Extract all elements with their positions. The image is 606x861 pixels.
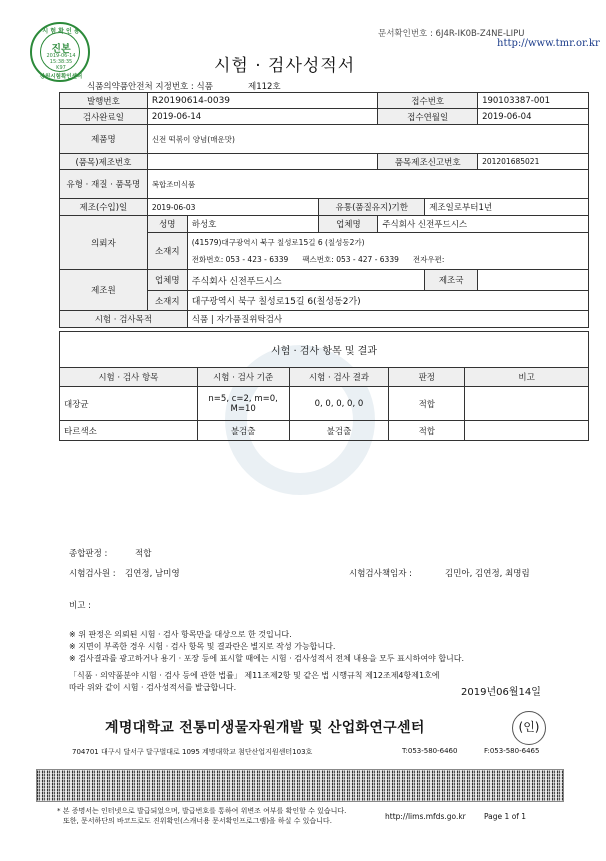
result-item: 대장균 xyxy=(60,387,198,421)
official-seal: (인) xyxy=(512,711,546,745)
mfg-date: 2019-06-03 xyxy=(147,199,319,216)
stamp-code: K97 xyxy=(56,65,66,71)
note-line: ※ 지면이 부족한 경우 시험 · 검사 항목 및 결과란은 별지로 작성 가능합니다. xyxy=(69,642,336,651)
receipt-no: 190103387-001 xyxy=(478,93,589,109)
expiry-value: 제조일로부터1년 xyxy=(425,199,589,216)
header-standard: 시험 · 검사 기준 xyxy=(197,368,289,387)
expiry-label: 유통(품질유지)기한 xyxy=(319,199,425,216)
organization-name: 계명대학교 전통미생물자원개발 및 산업화연구센터 xyxy=(105,720,425,736)
issue-no-label: 발행번호 xyxy=(60,93,148,109)
maker-address: 대구광역시 북구 칠성로15길 6(칠성동2가) xyxy=(187,291,588,311)
verification-barcode[interactable] xyxy=(36,769,564,802)
stamp-bottom-text: 장원시험확인센터 xyxy=(39,74,83,80)
product-name: 신전 떡볶이 양념(매운맛) xyxy=(147,125,588,154)
results-section-title: 시험 · 검사 항목 및 결과 xyxy=(60,332,589,368)
result-remarks xyxy=(465,387,589,421)
result-verdict: 적합 xyxy=(389,421,465,441)
header-verdict: 판정 xyxy=(389,368,465,387)
footer-page: Page 1 of 1 xyxy=(484,812,527,821)
issue-date: 2019년06월14일 xyxy=(461,687,541,698)
verdict-value: 적합 xyxy=(135,549,152,559)
type-label: 유형 · 재질 · 품목명 xyxy=(60,170,148,199)
client-phone: 전화번호: 053 - 423 - 6339 xyxy=(191,255,289,264)
receipt-date-label: 접수연월일 xyxy=(378,109,478,125)
organization-tel: T:053-580-6460 xyxy=(402,747,458,755)
manager-value: 김민아, 김연정, 최명림 xyxy=(445,569,530,579)
maker-company: 주식회사 신전푸드시스 xyxy=(187,270,424,291)
country-label: 제조국 xyxy=(425,270,478,291)
issue-no: R20190614-0039 xyxy=(147,93,378,109)
document-title: 시험 · 검사성적서 xyxy=(214,56,356,76)
law-text xyxy=(69,670,440,694)
receipt-date: 2019-06-04 xyxy=(478,109,589,125)
client-address: (41579)대구광역시 북구 칠성로15길 6 (칠성동2가) xyxy=(191,238,365,247)
manager-label: 시험검사책임자 : xyxy=(349,569,413,579)
designation-label: 식품의약품안전처 지정번호 : 식품 xyxy=(87,82,213,92)
verdict-label: 종합판정 : xyxy=(69,549,108,559)
site-url[interactable]: http://www.tmr.or.kr xyxy=(497,38,600,49)
footer-line-2: 또한, 문서하단의 바코드로도 진위확인(스캐너용 문서확인프로그램)을 하실 수 있습니다. xyxy=(63,817,332,825)
mfg-date-label: 제조(수입)일 xyxy=(60,199,148,216)
maker-address-label: 소재지 xyxy=(147,291,187,311)
results-table xyxy=(59,331,589,441)
stamp-middle-text: 진본 xyxy=(51,44,71,55)
result-standard: 불검출 xyxy=(197,421,289,441)
purpose-value: 식품 | 자가품질위탁검사 xyxy=(187,311,588,328)
stamp-time: 15:38:35 xyxy=(49,59,73,65)
result-value: 불검출 xyxy=(289,421,389,441)
maker-label: 제조원 xyxy=(60,270,148,311)
report-no: 201201685021 xyxy=(478,154,589,170)
result-standard: n=5, c=2, m=0, M=10 xyxy=(197,387,289,421)
stamp-date: 2019-06-14 xyxy=(46,53,76,59)
client-fax: 팩스번호: 053 - 427 - 6339 xyxy=(302,255,399,264)
law-line-2: 따라 위와 같이 시험 · 검사성적서를 발급합니다. xyxy=(69,683,237,692)
testers-label: 시험검사원 : xyxy=(69,569,116,579)
table-row xyxy=(60,387,589,421)
completed-label: 검사완료일 xyxy=(60,109,148,125)
note-line: ※ 검사결과를 광고하거나 용기 · 포장 등에 표시할 때에는 시험 · 검사성적서 전체 내용을 모두 표시하여야 합니다. xyxy=(69,654,465,663)
client-email: 전자우편: xyxy=(412,255,445,264)
client-name: 하성호 xyxy=(187,216,319,233)
result-remarks xyxy=(465,421,589,441)
country-value xyxy=(478,270,589,291)
product-label: 제품명 xyxy=(60,125,148,154)
client-company-label: 업체명 xyxy=(319,216,378,233)
result-value: 0, 0, 0, 0, 0 xyxy=(289,387,389,421)
remarks-label: 비고 : xyxy=(69,601,91,611)
purpose-label: 시험 · 검사목적 xyxy=(60,311,188,328)
verification-stamp xyxy=(30,22,90,82)
type-value: 복합조미식품 xyxy=(147,170,588,199)
header-item: 시험 · 검사 항목 xyxy=(60,368,198,387)
footer-notice xyxy=(57,806,346,826)
footer-site[interactable]: http://lims.mfds.go.kr xyxy=(385,812,466,821)
result-item: 타르색소 xyxy=(60,421,198,441)
item-maker-label: (품목)제조번호 xyxy=(60,154,148,170)
result-verdict: 적합 xyxy=(389,387,465,421)
client-company: 주식회사 신전푸드시스 xyxy=(378,216,589,233)
footer-line-1: * 본 증명서는 인터넷으로 발급되었으며, 발급번호를 통하여 위변조 여부를 확인할 수 있습니다. xyxy=(57,807,347,815)
organization-address: 704701 대구시 달서구 달구벌대로 1095 계명대학교 첨단산업지원센터103호 xyxy=(72,748,313,756)
header-result: 시험 · 검사 결과 xyxy=(289,368,389,387)
receipt-no-label: 접수번호 xyxy=(378,93,478,109)
client-address-label: 소재지 xyxy=(147,233,187,270)
doc-confirm-number: 문서확인번호 : 6J4R-IK0B-Z4NE-LIPU xyxy=(378,29,525,39)
organization-fax: F:053-580-6465 xyxy=(484,747,540,755)
testers-value: 김연정, 남미영 xyxy=(125,569,180,579)
client-contacts xyxy=(192,254,584,265)
client-contact-cell xyxy=(187,233,588,270)
header-remarks: 비고 xyxy=(465,368,589,387)
stamp-top-text: 시 험 확 인 용 xyxy=(42,28,80,35)
client-name-label: 성명 xyxy=(147,216,187,233)
maker-company-label: 업체명 xyxy=(147,270,187,291)
client-label: 의뢰자 xyxy=(60,216,148,270)
report-no-label: 품목제조신고번호 xyxy=(378,154,478,170)
law-line-1: 「식품 · 의약품분야 시험 · 검사 등에 관한 법률」 제11조제2항 및 같은 법 시행규칙 제12조제4항제1호에 xyxy=(69,671,440,680)
completed-date: 2019-06-14 xyxy=(147,109,378,125)
item-maker-no xyxy=(147,154,378,170)
designation-number: 제112호 xyxy=(248,82,281,92)
results-header-row xyxy=(60,368,589,387)
table-row xyxy=(60,421,589,441)
notes-block xyxy=(69,629,464,665)
info-table xyxy=(59,92,589,328)
note-line: ※ 위 판정은 의뢰된 시험 · 검사 항목만을 대상으로 한 것입니다. xyxy=(69,630,292,639)
